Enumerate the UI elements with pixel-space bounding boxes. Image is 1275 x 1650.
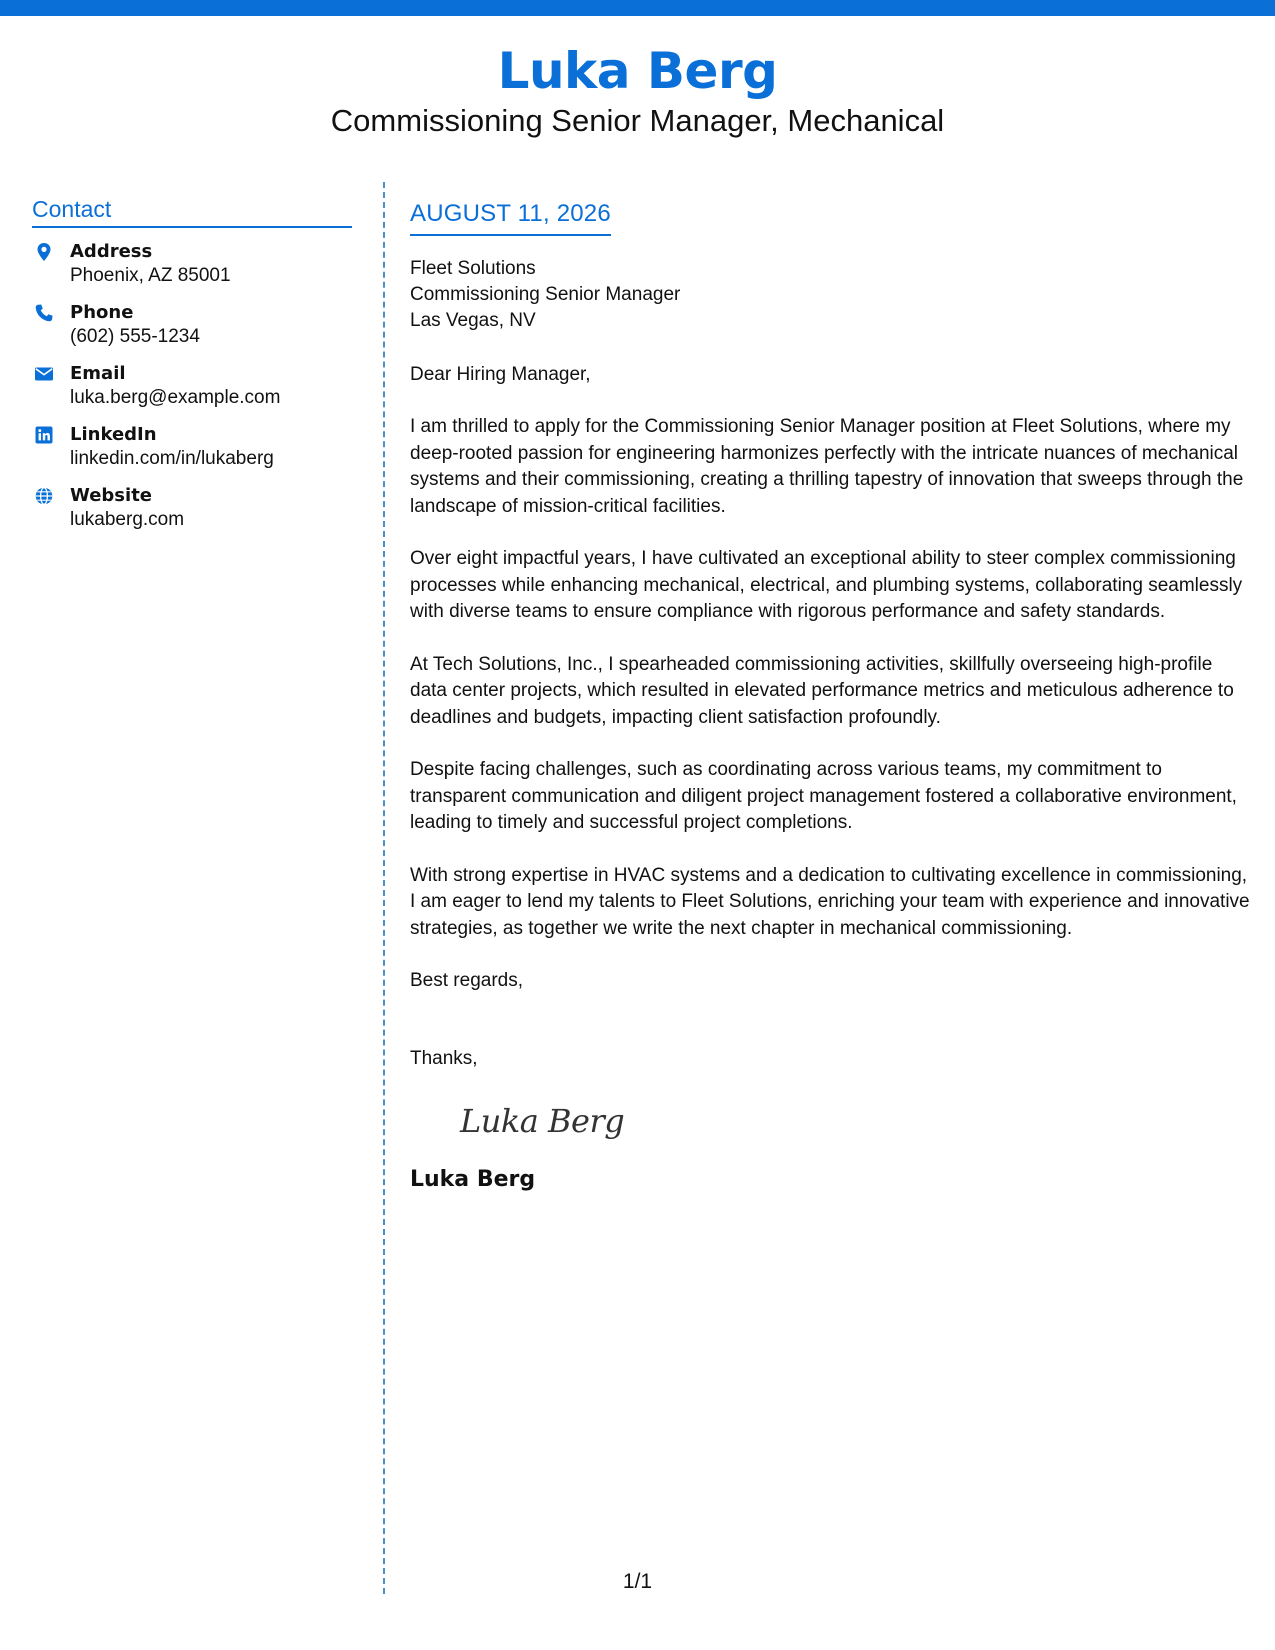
recipient-position: Commissioning Senior Manager — [410, 284, 681, 305]
candidate-name: Luka Berg — [497, 42, 778, 100]
envelope-icon — [34, 364, 54, 384]
globe-icon — [34, 486, 54, 506]
top-accent-bar — [0, 0, 1275, 16]
signature-script: Luka Berg — [460, 1102, 625, 1140]
address-value: Phoenix, AZ 85001 — [70, 265, 231, 286]
contact-label: Website — [70, 485, 153, 506]
paragraph: At Tech Solutions, Inc., I spearheaded commissioning activities, skillfully overseeing high-profile data center projects, which resulted in elevated performance metrics and meticulous adherence to deadlines and budgets, impacting client satisfaction profoundly. — [410, 653, 1234, 728]
letter-date: AUGUST 11, 2026 — [410, 198, 611, 236]
contact-label: Address — [70, 241, 153, 262]
paragraph: I am thrilled to apply for the Commissioning Senior Manager position at Fleet Solutions, where my deep-rooted passion for engineering harmonizes perfectly with the intricate nuances of mechanical systems and their commissioning, creating a thrilling tapestry of innovation that sweeps through the landscape of mission-critical facilities. — [410, 416, 1244, 517]
candidate-title: Commissioning Senior Manager, Mechanical — [330, 103, 945, 138]
linkedin-icon — [34, 425, 54, 445]
contact-item-website — [32, 484, 352, 532]
website-value[interactable]: lukaberg.com — [70, 509, 185, 530]
resume-header — [0, 40, 1275, 140]
phone-value: (602) 555-1234 — [70, 326, 200, 347]
recipient-location: Las Vegas, NV — [410, 310, 536, 331]
email-value[interactable]: luka.berg@example.com — [70, 387, 281, 408]
paragraph: With strong expertise in HVAC systems and a dedication to cultivating excellence in commissioning, I am eager to lend my talents to Fleet Solutions, enriching your team with experience and innovative strategies, as together we write the next chapter in mechanical commissioning. — [410, 864, 1250, 939]
paragraph: Despite facing challenges, such as coordinating across various teams, my commitment to transparent communication and diligent project management fostered a collaborative environment, leading to timely and successful project completions. — [410, 759, 1237, 833]
page-number: 1/1 — [622, 1570, 653, 1593]
contact-heading: Contact — [32, 194, 352, 228]
handwritten-signature — [456, 1090, 1250, 1150]
contact-label: Email — [70, 363, 126, 384]
contact-label: LinkedIn — [70, 424, 157, 445]
recipient-block — [410, 256, 1250, 334]
contact-item-address — [32, 240, 352, 288]
signer-name: Luka Berg — [410, 1167, 536, 1192]
contact-label: Phone — [70, 302, 134, 323]
phone-icon — [34, 303, 54, 323]
thanks: Thanks, — [410, 1048, 478, 1069]
paragraph: Over eight impactful years, I have cultivated an exceptional ability to steer complex commissioning processes while enhancing mechanical, electrical, and plumbing systems, collaborating seamlessly with diverse teams to ensure compliance with rigorous performance and safety standards. — [410, 548, 1243, 622]
closing: Best regards, — [410, 970, 523, 991]
linkedin-value[interactable]: linkedin.com/in/lukaberg — [70, 448, 274, 469]
signature-drawing — [456, 1090, 656, 1150]
contact-item-email — [32, 362, 352, 410]
letter-body — [410, 198, 1250, 1194]
contact-sidebar — [32, 194, 352, 545]
recipient-company: Fleet Solutions — [410, 258, 536, 279]
contact-item-linkedin — [32, 423, 352, 471]
map-pin-icon — [34, 242, 54, 262]
salutation: Dear Hiring Manager, — [410, 364, 591, 385]
contact-item-phone — [32, 301, 352, 349]
column-divider — [383, 182, 385, 1594]
